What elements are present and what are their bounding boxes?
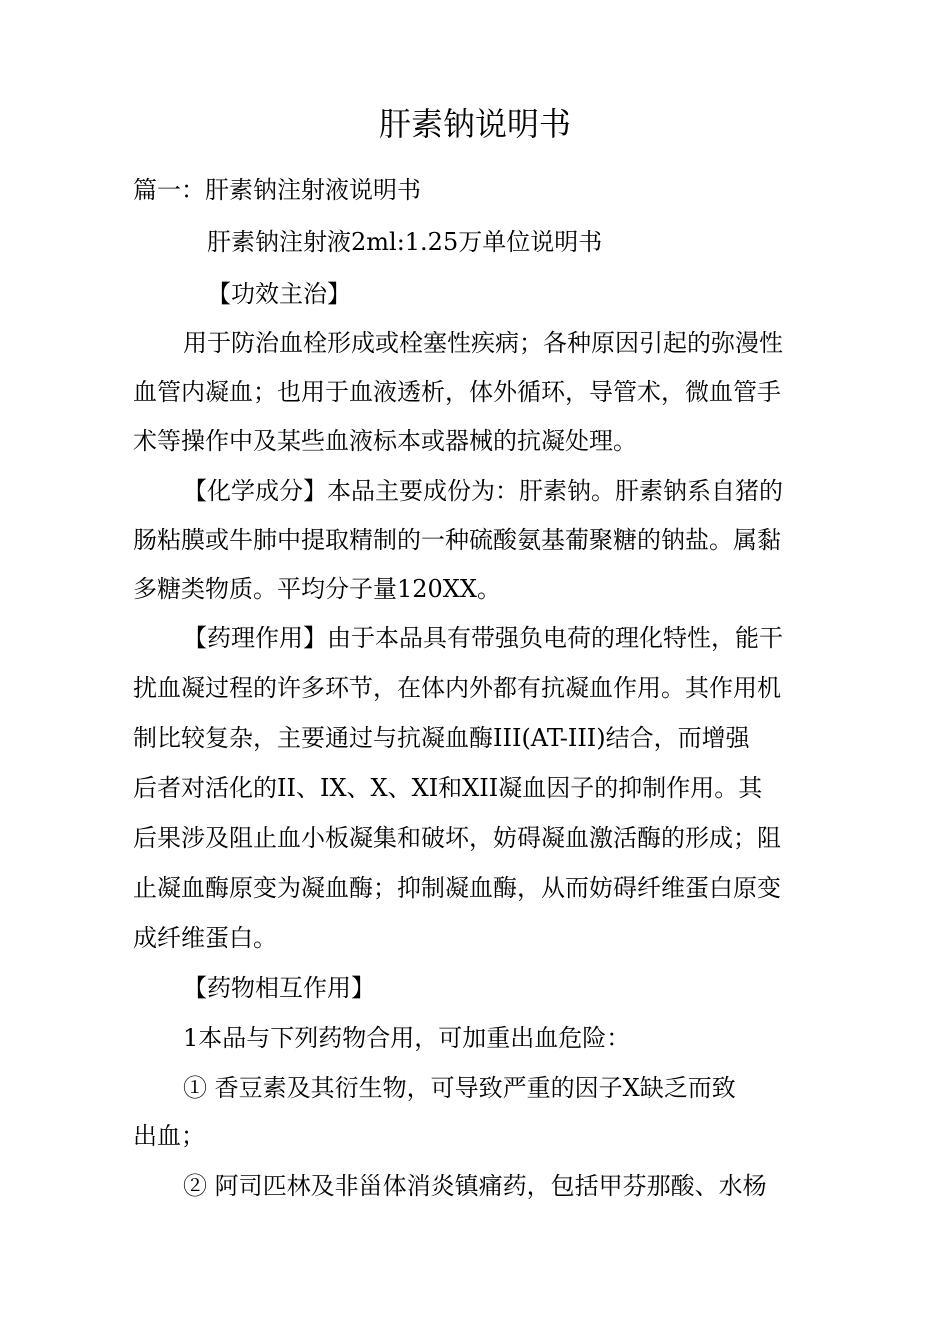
composition-line-2: 肠粘膜或牛肺中提取精制的一种硫酸氨基葡聚糖的钠盐。属黏 [133, 526, 781, 554]
pharmacology-line-4: 后者对活化的II、IX、X、XI和XII凝血因子的抑制作用。其 [133, 774, 763, 802]
efficacy-line-2: 血管内凝血；也用于血液透析，体外循环，导管术，微血管手 [133, 378, 781, 406]
composition-line-3: 多糖类物质。平均分子量120XX。 [133, 575, 501, 603]
product-line: 肝素钠注射液2ml:1.25万单位说明书 [207, 228, 603, 256]
pharmacology-line-7: 成纤维蛋白。 [133, 924, 277, 952]
composition-line-1: 【化学成分】本品主要成份为：肝素钠。肝素钠系自猪的 [183, 477, 783, 505]
pharmacology-line-3: 制比较复杂，主要通过与抗凝血酶III(AT-III)结合，而增强 [133, 724, 750, 752]
pharmacology-line-5: 后果涉及阻止血小板凝集和破坏，妨碍凝血激活酶的形成；阻 [133, 824, 781, 852]
efficacy-line-1: 用于防治血栓形成或栓塞性疾病；各种原因引起的弥漫性 [183, 329, 783, 357]
interactions-heading: 【药物相互作用】 [183, 974, 375, 1002]
pharmacology-line-1: 【药理作用】由于本品具有带强负电荷的理化特性，能干 [183, 624, 783, 652]
document-title: 肝素钠说明书 [378, 105, 571, 143]
interactions-item2-line-1: ② 阿司匹林及非甾体消炎镇痛药，包括甲芬那酸、水杨 [183, 1172, 767, 1200]
interactions-item1-line-1: ① 香豆素及其衍生物，可导致严重的因子X缺乏而致 [183, 1074, 736, 1102]
interactions-item1-line-2: 出血； [133, 1122, 205, 1150]
interactions-intro: 1本品与下列药物合用，可加重出血危险： [183, 1024, 631, 1052]
efficacy-heading: 【功效主治】 [207, 280, 351, 308]
section-heading: 篇一：肝素钠注射液说明书 [133, 176, 421, 204]
efficacy-line-3: 术等操作中及某些血液标本或器械的抗凝处理。 [133, 427, 637, 455]
pharmacology-line-6: 止凝血酶原变为凝血酶；抑制凝血酶，从而妨碍纤维蛋白原变 [133, 874, 781, 902]
pharmacology-line-2: 扰血凝过程的许多环节，在体内外都有抗凝血作用。其作用机 [133, 674, 781, 702]
